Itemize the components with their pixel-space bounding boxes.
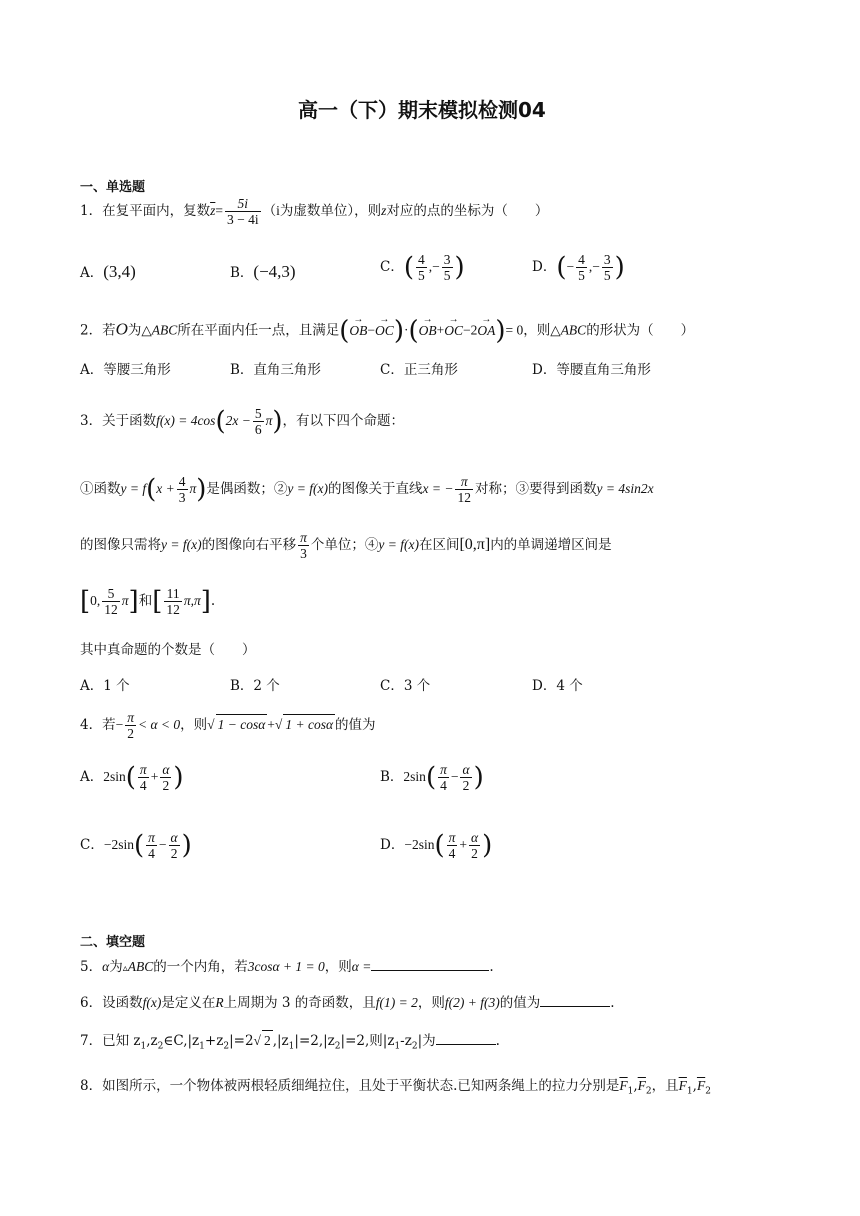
question-1-stem: 1．在复平面内，复数$\overline{z}=$ $\frac{5i}{3 - 4i}$ （i为虚数单位），则z对应的点的坐标为（ ） <box>80 196 549 227</box>
q2-option-b[interactable]: B．直角三角形 <box>230 362 321 378</box>
question-4-stem: 4．若− $\frac{\pi}{2}$ < α < 0，则√ 1 − cosα +√ 1 + cosα 的值为 <box>80 710 376 741</box>
q2-option-c[interactable]: C．正三角形 <box>380 362 458 378</box>
q2-option-a[interactable]: A．等腰三角形 <box>80 362 171 378</box>
q3-propositions-line-2: 的图像只需将y = f(x)的图像向右平移 $\frac{\pi}{3}$ 个单位；④y = f(x)在区间[0,π]内的单调递增区间是 <box>80 530 612 561</box>
q3-option-d[interactable]: D．4 个 <box>532 678 583 694</box>
q1-option-a[interactable]: A．(3,4) <box>80 262 136 281</box>
q1-option-c[interactable]: C．( $\frac{4}{5}$ ,− $\frac{3}{5}$ ) <box>380 252 465 283</box>
q7-answer-blank[interactable] <box>436 1030 496 1045</box>
q2-option-d[interactable]: D．等腰直角三角形 <box>532 362 651 378</box>
page-title: 高一（下）期末模拟检测04 <box>298 98 546 122</box>
section-heading-single-choice: 一、单选题 <box>80 180 146 195</box>
q5-answer-blank[interactable] <box>371 956 489 971</box>
question-7: 7．已知 $z_1,z_2\in C,|z_1+z_2|=2√$ 2 $,|z_1|=2,|z_2|=2$,则$|z_1-z_2|$为 . <box>80 1030 500 1057</box>
q1-fraction: $\frac{5i}{3 - 4i}$ <box>226 196 259 227</box>
q6-answer-blank[interactable] <box>540 992 610 1007</box>
q4-option-a[interactable]: A．2sin( $\frac{\pi}{4}$ + $\frac{\alpha}{2}$ ) <box>80 762 184 793</box>
question-6: 6．设函数f(x)是定义在R上周期为 3 的奇函数，且f(1) = 2，则f(2) + f(3)的值为 . <box>80 992 615 1013</box>
q1-option-b[interactable]: B．(−4,3) <box>230 262 296 281</box>
question-2-stem: 2．若O为△ABC所在平面内任一点，且满足(→ OB−→ OC)·(→ OB+→ OC−2→ OA)= 0，则△ABC的形状为（ ） <box>80 318 694 344</box>
q1-option-d[interactable]: D．(− $\frac{4}{5}$ ,− $\frac{3}{5}$ ) <box>532 252 625 283</box>
q3-propositions-line-1: ①函数y = f(x + $\frac{4}{3}$ π)是偶函数；②y = f(x)的图像关于直线x = − $\frac{\pi}{12}$ 对称；③要得到函数y = 4sin2x <box>80 474 654 505</box>
q3-option-a[interactable]: A．1 个 <box>80 678 130 694</box>
q4-option-c[interactable]: C．−2sin( $\frac{\pi}{4}$ − $\frac{\alpha}{2}$ ) <box>80 830 192 861</box>
question-3-stem: 3．关于函数f(x) = 4cos(2x − $\frac{5}{6}$ π)，有以下四个命题： <box>80 406 404 437</box>
q3-propositions-line-3: [0, $\frac{5}{12}$ π]和[ $\frac{11}{12}$ π,π]. <box>80 586 216 617</box>
question-5: 5．α为▵ABC的一个内角，若3cosα + 1 = 0，则α = . <box>80 956 494 979</box>
q3-question: 其中真命题的个数是（ ） <box>80 642 256 658</box>
q3-option-c[interactable]: C．3 个 <box>380 678 431 694</box>
q4-option-d[interactable]: D．−2sin( $\frac{\pi}{4}$ + $\frac{\alpha}{2}$ ) <box>380 830 493 861</box>
q4-option-b[interactable]: B．2sin( $\frac{\pi}{4}$ − $\frac{\alpha}{2}$ ) <box>380 762 484 793</box>
question-8: 8．如图所示，一个物体被两根轻质细绳拉住，且处于平衡状态.已知两条绳上的拉力分别是$\overline{F}_1,\overline{F}_2$，且$\overline{F}_1,\overline{F}_2$ <box>80 1078 711 1097</box>
section-heading-fill-in: 二、填空题 <box>80 935 146 950</box>
q3-option-b[interactable]: B．2 个 <box>230 678 280 694</box>
